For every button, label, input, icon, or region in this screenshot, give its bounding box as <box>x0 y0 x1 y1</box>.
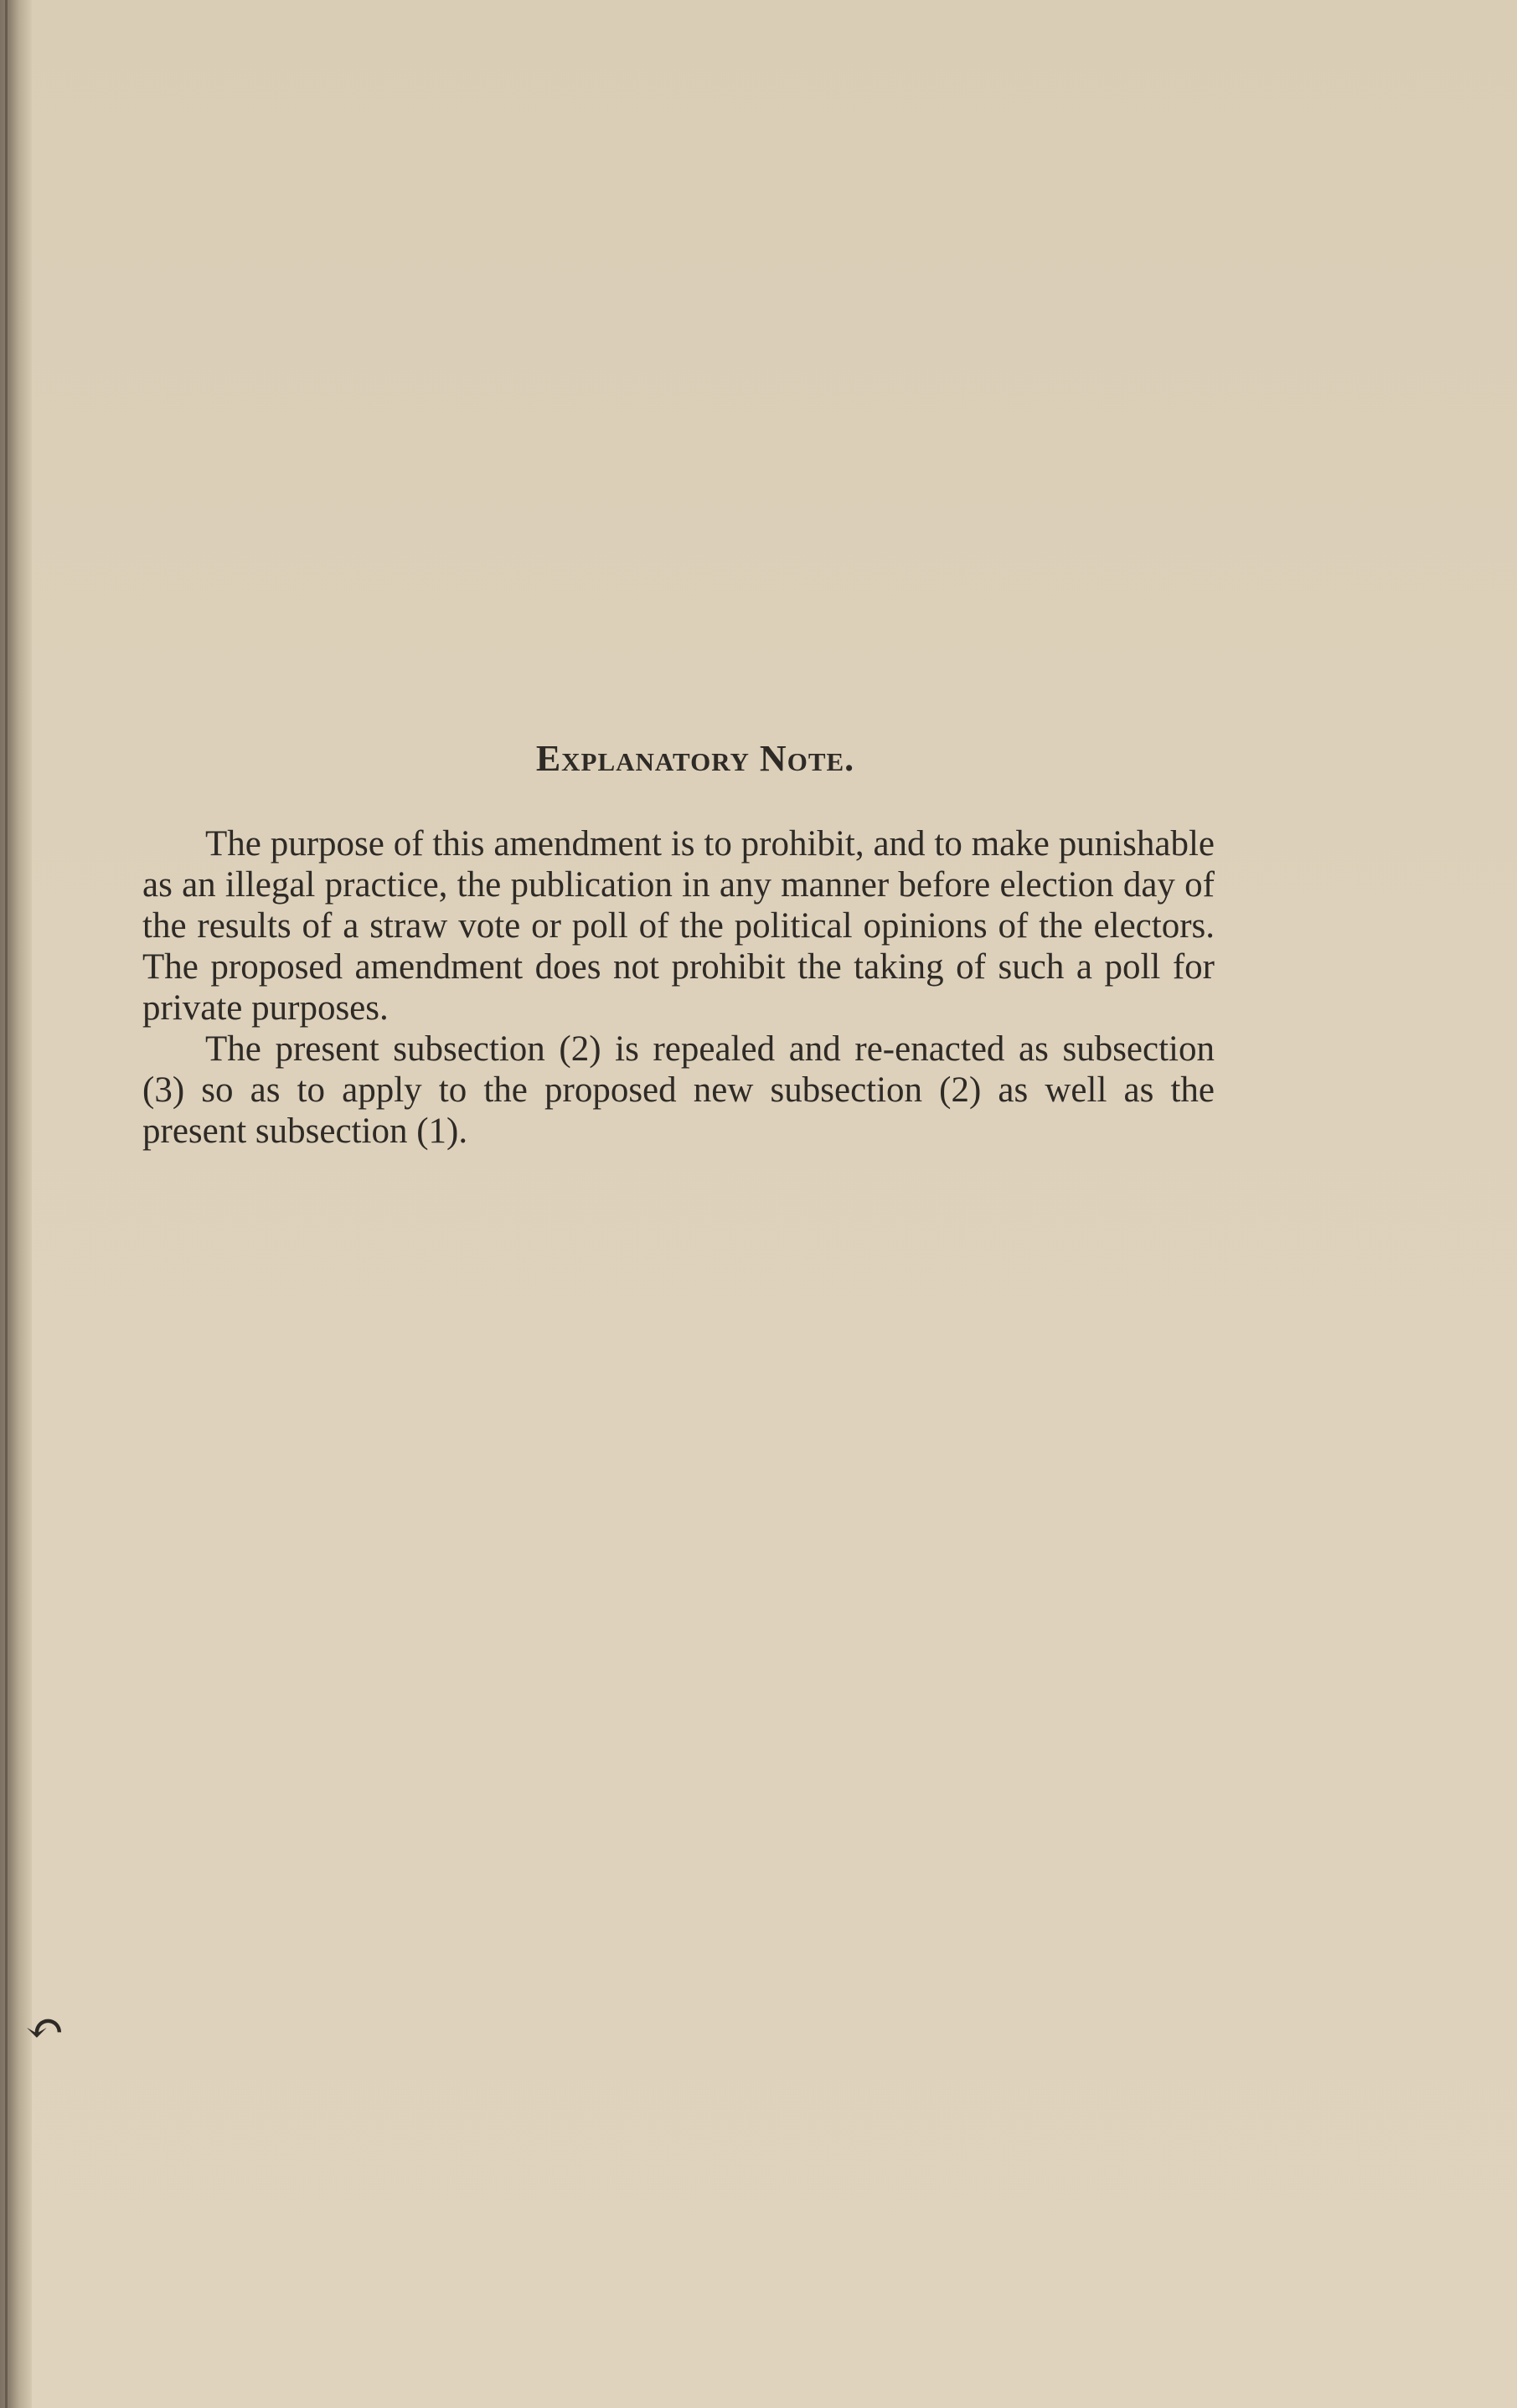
note-paragraph-2: The present subsection (2) is repealed and re-enacted as subsection (3) so as to apply to the proposed new subsection (2) as well as the present subsection (1). <box>142 1029 1215 1151</box>
binding-stitch-mark: ↶ <box>25 2003 64 2055</box>
binding-line <box>5 0 8 2408</box>
note-title: Explanatory Note. <box>535 738 855 779</box>
note-body <box>142 823 1215 1152</box>
explanatory-note <box>142 737 1215 1152</box>
note-paragraph-1: The purpose of this amendment is to prohibit, and to make punishable as an illegal practice, the publication in any manner before election day of the results of a straw vote or poll of the political opinions of the electors. The proposed amendment does not prohibit the taking of such a poll for private purposes. <box>142 824 1215 1028</box>
